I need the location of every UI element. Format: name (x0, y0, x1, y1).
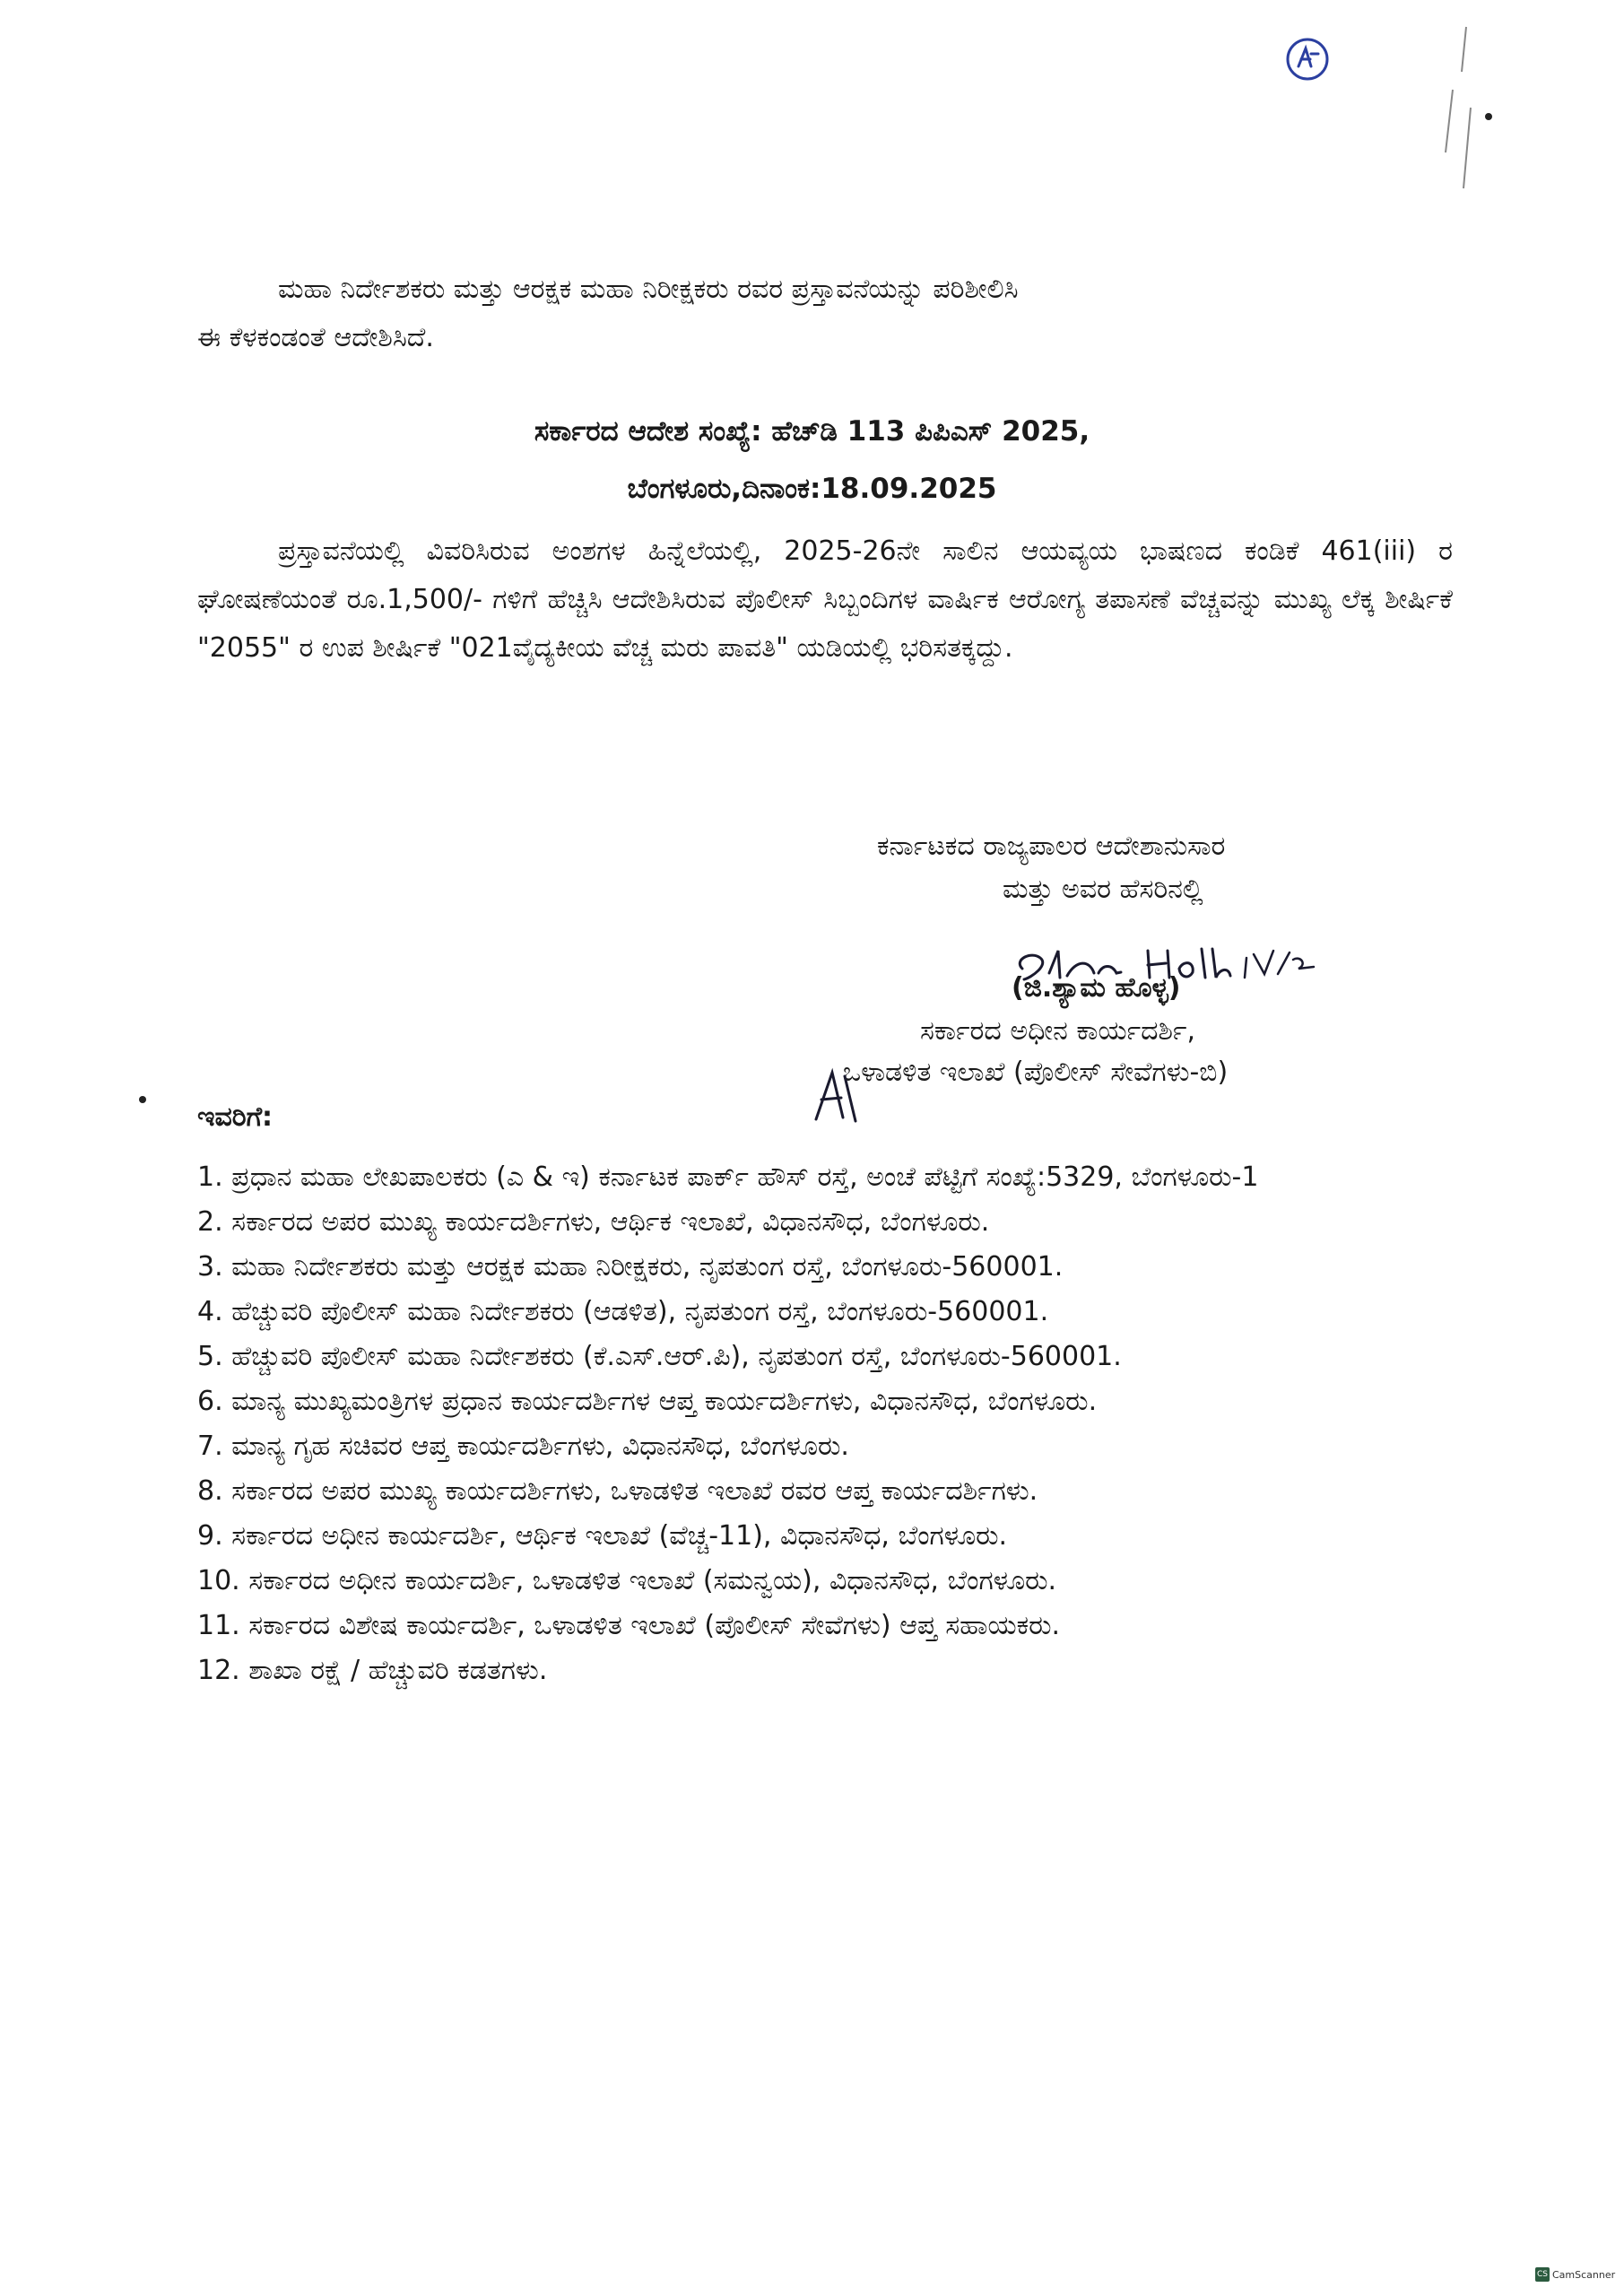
recipient-item: 11. ಸರ್ಕಾರದ ವಿಶೇಷ ಕಾರ್ಯದರ್ಶಿ, ಒಳಾಡಳಿತ ಇಲಾಖೆ (ಪೊಲೀಸ್ ಸೇವೆಗಳು) ಆಪ್ತ ಸಹಾಯಕರು. (197, 1610, 1061, 1641)
authority-line-2: ಮತ್ತು ಅವರ ಹೆಸರಿನಲ್ಲಿ (1003, 874, 1203, 905)
scan-speck (139, 1096, 146, 1103)
recipient-item: 2. ಸರ್ಕಾರದ ಅಪರ ಮುಖ್ಯ ಕಾರ್ಯದರ್ಶಿಗಳು, ಆರ್ಥಿಕ ಇಲಾಖೆ, ವಿಧಾನಸೌಧ, ಬೆಂಗಳೂರು. (197, 1206, 990, 1238)
signatory-name: (ಜಿ.ಶ್ಯಾಮ ಹೊಳ್ಳ) (1012, 972, 1181, 1004)
recipient-item: 6. ಮಾನ್ಯ ಮುಖ್ಯಮಂತ್ರಿಗಳ ಪ್ರಧಾನ ಕಾರ್ಯದರ್ಶಿಗಳ ಆಪ್ತ ಕಾರ್ಯದರ್ಶಿಗಳು, ವಿಧಾನಸೌಧ, ಬೆಂಗಳೂರು. (197, 1386, 1098, 1417)
scan-edge-marks (1381, 18, 1507, 215)
order-body-paragraph: ಪ್ರಸ್ತಾವನೆಯಲ್ಲಿ ವಿವರಿಸಿರುವ ಅಂಶಗಳ ಹಿನ್ನೆಲೆಯಲ್ಲಿ, 2025-26ನೇ ಸಾಲಿನ ಆಯವ್ಯಯ ಭಾಷಣದ ಕಂಡಿಕೆ 461(iii) ರ ಘೋಷಣೆಯಂತೆ ರೂ.1,500/- ಗಳಿಗೆ ಹೆಚ್ಚಿಸಿ ಆದೇಶಿಸಿರುವ ಪೊಲೀಸ್ ಸಿಬ್ಬಂದಿಗಳ ವಾರ್ಷಿಕ ಆರೋಗ್ಯ ತಪಾಸಣೆ ವೆಚ್ಚವನ್ನು ಮುಖ್ಯ ಲೆಕ್ಕ ಶೀರ್ಷಿಕೆ "2055" ರ ಉಪ ಶೀರ್ಷಿಕೆ "021ವೈದ್ಯಕೀಯ ವೆಚ್ಚ ಮರು ಪಾವತಿ" ಯಡಿಯಲ್ಲಿ ಭರಿಸತಕ್ಕದ್ದು. (197, 535, 1454, 664)
recipient-item: 12. ಶಾಖಾ ರಕ್ಷೆ / ಹೆಚ್ಚುವರಿ ಕಡತಗಳು. (197, 1655, 548, 1686)
recipient-item: 7. ಮಾನ್ಯ ಗೃಹ ಸಚಿವರ ಆಪ್ತ ಕಾರ್ಯದರ್ಶಿಗಳು, ವಿಧಾನಸೌಧ, ಬೆಂಗಳೂರು. (197, 1431, 849, 1462)
intro-line-2: ಈ ಕೆಳಕಂಡಂತೆ ಆದೇಶಿಸಿದೆ. (197, 322, 434, 353)
recipient-item: 4. ಹೆಚ್ಚುವರಿ ಪೊಲೀಸ್ ಮಹಾ ನಿರ್ದೇಶಕರು (ಆಡಳಿತ), ನೃಪತುಂಗ ರಸ್ತೆ, ಬೆಂಗಳೂರು-560001. (197, 1296, 1049, 1327)
intro-line-1: ಮಹಾ ನಿರ್ದೇಶಕರು ಮತ್ತು ಆರಕ್ಷಕ ಮಹಾ ನಿರೀಕ್ಷಕರು ರವರ ಪ್ರಸ್ತಾವನೆಯನ್ನು ಪರಿಶೀಲಿಸಿ (278, 274, 1019, 305)
recipient-item: 8. ಸರ್ಕಾರದ ಅಪರ ಮುಖ್ಯ ಕಾರ್ಯದರ್ಶಿಗಳು, ಒಳಾಡಳಿತ ಇಲಾಖೆ ರವರ ಆಪ್ತ ಕಾರ್ಯದರ್ಶಿಗಳು. (197, 1475, 1038, 1507)
recipient-item: 3. ಮಹಾ ನಿರ್ದೇಶಕರು ಮತ್ತು ಆರಕ್ಷಕ ಮಹಾ ನಿರೀಕ್ಷಕರು, ನೃಪತುಂಗ ರಸ್ತೆ, ಬೆಂಗಳೂರು-560001. (197, 1251, 1064, 1283)
recipient-item: 1. ಪ್ರಧಾನ ಮಹಾ ಲೇಖಪಾಲಕರು (ಎ & ಇ) ಕರ್ನಾಟಕ ಪಾರ್ಕ್ ಹೌಸ್ ರಸ್ತೆ, ಅಂಚೆ ಪೆಟ್ಟಿಗೆ ಸಂಖ್ಯೆ:5329, ಬೆಂಗಳೂರು-1 (197, 1161, 1259, 1193)
signatory-department: ಒಳಾಡಳಿತ ಇಲಾಖೆ (ಪೊಲೀಸ್ ಸೇವೆಗಳು-ಬಿ) (843, 1057, 1229, 1088)
recipients-title: ಇವರಿಗೆ: (197, 1101, 274, 1133)
recipient-item: 10. ಸರ್ಕಾರದ ಅಧೀನ ಕಾರ್ಯದರ್ಶಿ, ಒಳಾಡಳಿತ ಇಲಾಖೆ (ಸಮನ್ವಯ), ವಿಧಾನಸೌಧ, ಬೆಂಗಳೂರು. (197, 1565, 1057, 1596)
recipient-item: 9. ಸರ್ಕಾರದ ಅಧೀನ ಕಾರ್ಯದರ್ಶಿ, ಆರ್ಥಿಕ ಇಲಾಖೆ (ವೆಚ್ಚ-11), ವಿಧಾನಸೌಧ, ಬೆಂಗಳೂರು. (197, 1520, 1008, 1552)
order-place-date: ಬೆಂಗಳೂರು,ದಿನಾಂಕ:18.09.2025 (627, 473, 997, 505)
intro-paragraph (197, 265, 1453, 362)
camscanner-logo-icon: CS (1535, 2267, 1550, 2282)
camscanner-label: CamScanner (1552, 2268, 1616, 2281)
scanner-watermark (1535, 2267, 1615, 2282)
recipient-item: 5. ಹೆಚ್ಚುವರಿ ಪೊಲೀಸ್ ಮಹಾ ನಿರ್ದೇಶಕರು (ಕೆ.ಎಸ್.ಆರ್.ಪಿ), ನೃಪತುಂಗ ರಸ್ತೆ, ಬೆಂಗಳೂರು-560001. (197, 1341, 1122, 1372)
page-number-mark (1284, 36, 1331, 83)
order-number: ಸರ್ಕಾರದ ಆದೇಶ ಸಂಖ್ಯೆ: ಹೆಚ್‌ಡಿ 113 ಪಿಪಿಎಸ್ 2025, (534, 415, 1090, 448)
recipients-list (197, 1155, 1462, 1693)
authority-line-1: ಕರ್ನಾಟಕದ ರಾಜ್ಯಪಾಲರ ಆದೇಶಾನುಸಾರ (877, 831, 1226, 862)
signatory-designation: ಸರ್ಕಾರದ ಅಧೀನ ಕಾರ್ಯದರ್ಶಿ, (920, 1015, 1196, 1047)
handwritten-initial (807, 1065, 870, 1128)
